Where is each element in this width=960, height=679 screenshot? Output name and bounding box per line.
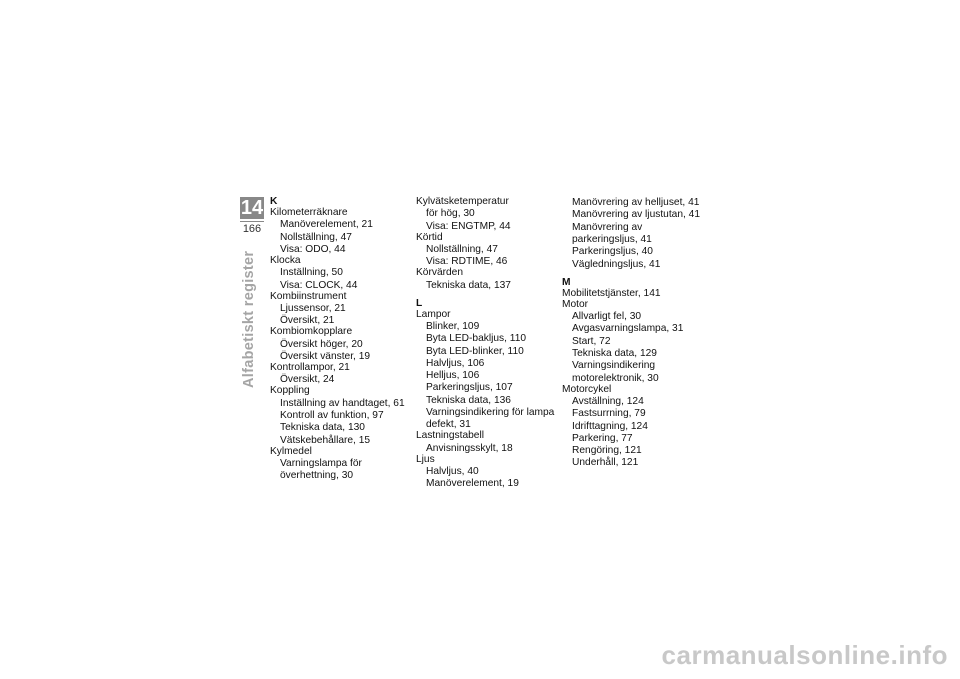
- index-subentry: Start, 72: [572, 335, 611, 347]
- index-subentry: Idrifttagning, 124: [572, 420, 648, 432]
- index-subentry: Halvljus, 106: [426, 357, 485, 369]
- chapter-tab: [240, 197, 264, 235]
- index-subentry: Anvisningsskylt, 18: [426, 442, 513, 454]
- index-subentry: Visa: ENGTMP, 44: [426, 220, 511, 232]
- index-subentry: motorelektronik, 30: [572, 372, 659, 384]
- index-subentry: Översikt höger, 20: [280, 338, 363, 350]
- index-subentry: Översikt, 24: [280, 374, 335, 386]
- index-subentry: Varningsindikering: [572, 360, 656, 372]
- index-subentry: Halvljus, 40: [426, 466, 479, 478]
- index-subentry: Parkering, 77: [572, 432, 633, 444]
- index-subentry: Tekniska data, 130: [280, 422, 365, 434]
- index-term: Mobilitetstjänster, 141: [562, 287, 661, 299]
- index-subentry: Manövrering av: [572, 221, 643, 233]
- index-term: Kylvätsketemperatur: [416, 196, 509, 207]
- index-subentry: Tekniska data, 137: [426, 279, 511, 291]
- index-subentry: Avgasvarningslampa, 31: [572, 323, 684, 335]
- index-subentry: Vägledningsljus, 41: [572, 258, 661, 270]
- index-subentry: Byta LED-blinker, 110: [426, 345, 524, 357]
- index-subentry: Ljussensor, 21: [280, 302, 346, 314]
- index-term: Körvärden: [416, 267, 464, 279]
- index-column-2: [416, 196, 558, 489]
- index-term: Kombiomkopplare: [270, 326, 353, 338]
- index-subentry: Översikt, 21: [280, 315, 335, 327]
- index-term: Ljus: [416, 453, 435, 465]
- index-subentry: Inställning av handtaget, 61: [280, 397, 405, 409]
- index-term: Klocka: [270, 255, 301, 267]
- index-letter-heading: L: [416, 297, 423, 309]
- index-term: Motorcykel: [562, 383, 612, 395]
- index-subentry: Nollställning, 47: [426, 243, 498, 255]
- index-term: Kontrollampor, 21: [270, 362, 350, 373]
- index-subentry: Kontroll av funktion, 97: [280, 409, 384, 421]
- index-subentry: Manöverelement, 21: [280, 219, 373, 231]
- chapter-title: Alfabetiskt register: [241, 250, 257, 388]
- index-subentry: Varningsindikering för lampa: [426, 407, 555, 419]
- index-subentry: Visa: ODO, 44: [280, 243, 346, 255]
- index-subentry: överhettning, 30: [280, 470, 354, 482]
- index-subentry: för hög, 30: [426, 208, 475, 220]
- index-subentry: defekt, 31: [426, 419, 471, 431]
- index-term: Kylmedel: [270, 445, 312, 457]
- index-term: Kilometerräknare: [270, 207, 348, 219]
- index-column-1: [270, 196, 405, 481]
- index-subentry: Manöverelement, 19: [426, 478, 519, 490]
- page-number: 166: [242, 223, 262, 235]
- index-subentry: Vätskebehållare, 15: [280, 434, 371, 446]
- index-column-3: [562, 196, 702, 468]
- index-term: Motor: [562, 298, 589, 310]
- index-subentry: Rengöring, 121: [572, 445, 642, 457]
- index-term: Lampor: [416, 308, 451, 320]
- index-subentry: Tekniska data, 136: [426, 394, 511, 406]
- index-term: Koppling: [270, 385, 310, 397]
- chapter-number: 14: [240, 197, 264, 219]
- index-term: Lastningstabell: [416, 430, 484, 442]
- index-subentry: Inställning, 50: [280, 267, 343, 279]
- index-subentry: Varningslampa för: [280, 457, 362, 469]
- index-subentry: Manövrering av helljuset, 41: [572, 197, 700, 209]
- index-subentry: Fastsurrning, 79: [572, 408, 646, 420]
- index-subentry: Manövrering av ljustutan, 41: [572, 209, 700, 221]
- index-subentry: parkeringsljus, 41: [572, 234, 652, 246]
- watermark: carmanualsonline.info: [661, 640, 948, 670]
- index-term: Kombiinstrument: [270, 290, 347, 302]
- index-subentry: Tekniska data, 129: [572, 348, 657, 359]
- index-subentry: Allvarligt fel, 30: [572, 311, 642, 323]
- index-subentry: Nollställning, 47: [280, 231, 352, 243]
- index-subentry: Blinker, 109: [426, 321, 480, 333]
- index-subentry: Parkeringsljus, 107: [426, 382, 513, 394]
- index-letter-heading: K: [270, 196, 278, 207]
- index-subentry: Visa: RDTIME, 46: [426, 256, 508, 268]
- index-subentry: Visa: CLOCK, 44: [280, 279, 358, 291]
- chapter-divider: [240, 221, 264, 222]
- index-term: Körtid: [416, 231, 443, 243]
- index-subentry: Parkeringsljus, 40: [572, 246, 653, 258]
- index-letter-heading: M: [562, 276, 571, 288]
- index-subentry: Underhåll, 121: [572, 457, 639, 469]
- index-subentry: Helljus, 106: [426, 370, 480, 382]
- index-subentry: Avställning, 124: [572, 395, 644, 407]
- index-subentry: Byta LED-bakljus, 110: [426, 333, 527, 345]
- index-subentry: Översikt vänster, 19: [280, 350, 371, 362]
